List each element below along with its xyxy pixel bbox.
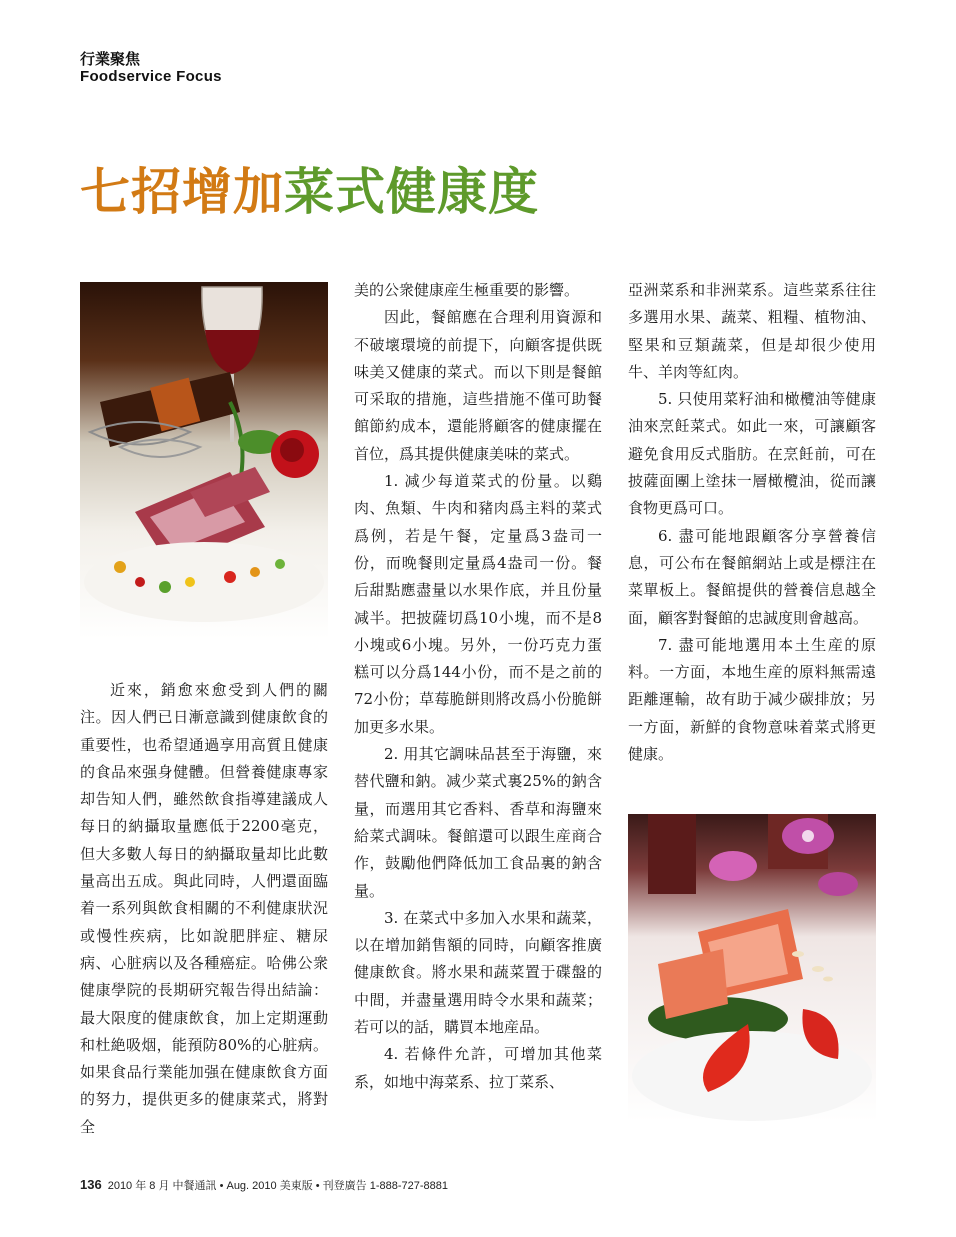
tip-5: 5. 只使用菜籽油和橄欖油等健康油來烹飪菜式。如此一來，可讓顧客避免食用反式脂肪。在烹飪前，可在披薩面團上塗抹一層橄欖油，從而讓食物更爲可口。 [628,390,876,518]
footer-text: 2010 年 8 月 中餐通訊 • Aug. 2010 美東版 • 刊登廣告 1-888-727-8881 [107,1180,448,1192]
paragraph: 因此，餐館應在合理利用資源和不破壞環境的前提下，向顧客提供既味美又健康的菜式。而以下則是餐館可采取的措施，這些措施不僅可助餐館節約成本，還能將顧客的健康擺在首位，爲其提供健康美味的菜式。 [354,308,602,463]
page-number: 136 [80,1177,102,1192]
page-footer [80,1178,448,1193]
steak-dish-photo [80,282,328,639]
article-column-3 [628,277,876,768]
paragraph: 近來，銷愈來愈受到人們的關注。因人們已日漸意識到健康飲食的重要性，也希望通過享用高質且健康的食品來强身健體。但營養健康專家却告知人們，雖然飲食指導建議成人每日的納攝取量應低于2200毫克，但大多數人每日的納攝取量却比此數量高出五成。與此同時，人們還面臨着一系列與飲食相關的不利健康狀況或慢性疾病，比如說肥胖症、糖尿病、心脏病以及各種癌症。哈佛公衆健康學院的長期研究報告得出結論：最大限度的健康飲食，加上定期運動和杜絶吸烟，能預防80%的心脏病。如果食品行業能加强在健康飲食方面的努力，提供更多的健康菜式，將對全 [80,681,328,1136]
paragraph: 美的公衆健康産生極重要的影響。 [354,281,580,299]
tip-7: 7. 盡可能地選用本土生産的原料。一方面，本地生産的原料無需遠距離運輸，故有助于减少碳排放；另一方面，新鮮的食物意味着菜式將更健康。 [628,635,876,764]
article-column-1 [80,677,328,1141]
tip-2: 2. 用其它調味品甚至于海鹽，來替代鹽和鈉。减少菜式裏25%的鈉含量，而選用其它香料、香草和海鹽來給菜式調味。餐館還可以跟生産商合作，鼓勵他們降低加工食品裏的鈉含量。 [354,745,602,900]
paragraph: 亞洲菜系和非洲菜系。這些菜系往往多選用水果、蔬菜、粗糧、植物油、堅果和豆類蔬菜，但是却很少使用牛、羊肉等紅肉。 [628,281,876,381]
article-column-2 [354,277,602,1096]
tip-1: 1. 减少每道菜式的份量。以鷄肉、魚類、牛肉和豬肉爲主料的菜式爲例，若是午餐，定量爲3盎司一份，而晚餐則定量爲4盎司一份。餐后甜點應盡量以水果作底，并且份量减半。把披薩切爲10小塊，而不是8小塊或6小塊。另外，一份巧克力蛋糕可以分爲144小份，而不是之前的72小份；草莓脆餅則將改爲小份脆餅加更多水果。 [354,472,602,736]
title-part-orange: 七招增加 [80,162,284,221]
section-title-en: Foodservice Focus [80,68,222,85]
article-title [80,160,539,224]
title-part-green: 菜式健康度 [284,162,539,221]
tip-6: 6. 盡可能地跟顧客分享營養信息，可公布在餐館網站上或是標注在菜單板上。餐館提供的營養信息越全面，顧客對餐館的忠誠度則會越高。 [628,526,876,627]
section-title-zh: 行業聚焦 [80,50,141,68]
section-header [80,50,222,86]
salmon-dish-photo [628,814,876,1121]
tip-4: 4. 若條件允許，可增加其他菜系，如地中海菜系、拉丁菜系、 [354,1045,602,1091]
tip-3: 3. 在菜式中多加入水果和蔬菜，以在增加銷售額的同時，向顧客推廣健康飲食。將水果和蔬菜置于碟盤的中間，并盡量選用時令水果和蔬菜；若可以的話，購買本地産品。 [354,908,602,1037]
